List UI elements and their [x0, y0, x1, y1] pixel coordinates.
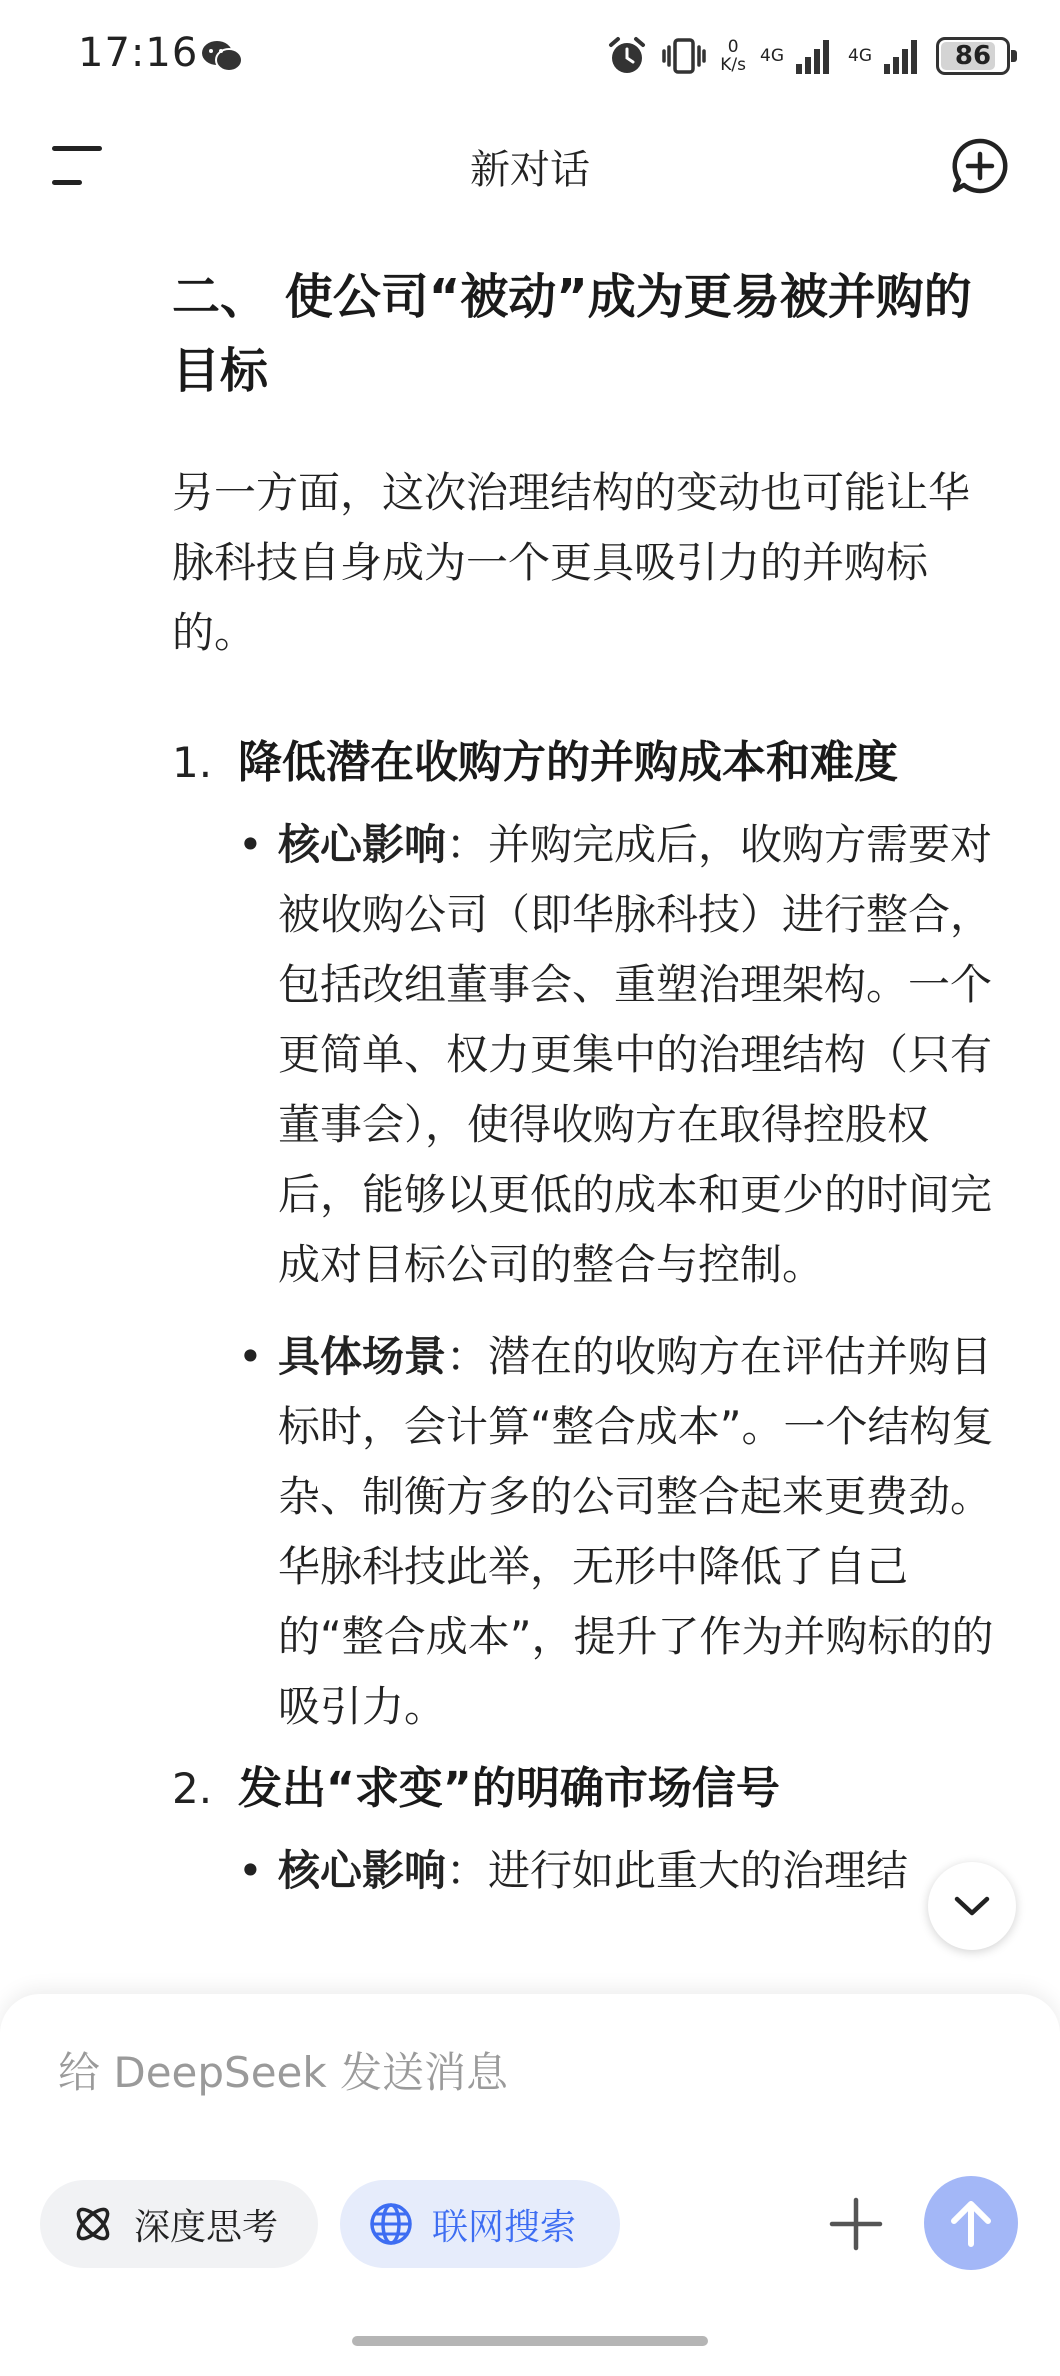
battery-cap — [1011, 50, 1017, 62]
chevron-down-icon — [952, 1894, 992, 1918]
battery-percentage: 86 — [954, 41, 992, 71]
list-item-title: 发出“求变”的明确市场信号 — [238, 1763, 780, 1814]
intro-paragraph: 另一方面，这次治理结构的变动也可能让华脉科技自身成为一个更具吸引力的并购标的。 — [172, 468, 971, 657]
atom-icon — [70, 2201, 116, 2247]
alarm-icon — [606, 35, 648, 77]
web-search-label: 联网搜索 — [432, 2206, 577, 2248]
signal-icon — [882, 36, 922, 76]
bullet-label: 具体场景 — [278, 1332, 447, 1381]
list-item — [172, 728, 1002, 1742]
bullet-list — [238, 810, 1002, 1742]
message-input[interactable] — [58, 2042, 958, 2102]
network-speed-unit: K/s — [720, 55, 746, 75]
list-number: 1. — [172, 738, 213, 787]
web-search-toggle[interactable] — [340, 2180, 620, 2268]
assistant-message — [172, 260, 1002, 1906]
deep-think-toggle[interactable] — [40, 2180, 318, 2268]
send-button[interactable] — [924, 2176, 1018, 2270]
bullet-text: ：并购完成后，收购方需要对被收购公司（即华脉科技）进行整合，包括改组董事会、重塑治理架构。一个更简单、权力更集中的治理结构（只有董事会），使得收购方在取得控股权后，能够以更低的成本和更少的时间完成对目标公司的整合与控制。 — [278, 820, 993, 1289]
app-header — [0, 110, 1060, 220]
bullet-label: 核心影响 — [278, 820, 447, 869]
wechat-icon — [200, 38, 244, 74]
bullet-text: ：潜在的收购方在评估并购目标时，会计算“整合成本”。一个结构复杂、制衡方多的公司整合起来更费劲。华脉科技此举，无形中降低了自己的“整合成本”，提升了作为并购标的的吸引力。 — [278, 1332, 994, 1731]
bullet-item — [238, 1322, 1002, 1742]
status-time: 17:16 — [78, 30, 199, 76]
bullet-text: ：进行如此重大的治理结 — [446, 1846, 909, 1895]
scroll-to-bottom-button[interactable] — [928, 1862, 1016, 1950]
sim1-network-type: 4G — [760, 46, 784, 66]
globe-icon — [368, 2201, 414, 2247]
list-number: 2. — [172, 1764, 213, 1813]
status-bar — [0, 0, 1060, 110]
status-icons — [606, 30, 1010, 82]
network-speed-value: 0 — [727, 37, 739, 57]
bullet-label: 核心影响 — [278, 1846, 447, 1895]
deep-think-label: 深度思考 — [134, 2206, 279, 2248]
bullet-item — [238, 810, 1002, 1300]
attach-plus-icon[interactable] — [826, 2194, 886, 2254]
network-speed — [720, 38, 746, 74]
message-composer — [0, 1994, 1060, 2376]
list-item-title: 降低潜在收购方的并购成本和难度 — [238, 737, 898, 788]
bullet-item — [238, 1836, 1002, 1906]
list-item — [172, 1754, 1002, 1906]
bullet-list — [238, 1836, 1002, 1906]
new-chat-icon[interactable] — [950, 136, 1010, 196]
page-title: 新对话 — [470, 147, 590, 193]
sim2-network-type: 4G — [848, 46, 872, 66]
battery-icon — [936, 37, 1010, 75]
section-heading: 二、 使公司“被动”成为更易被并购的目标 — [172, 269, 972, 399]
vibrate-icon — [662, 35, 706, 77]
home-indicator — [352, 2336, 708, 2346]
arrow-up-icon — [948, 2198, 994, 2248]
signal-icon — [794, 36, 834, 76]
